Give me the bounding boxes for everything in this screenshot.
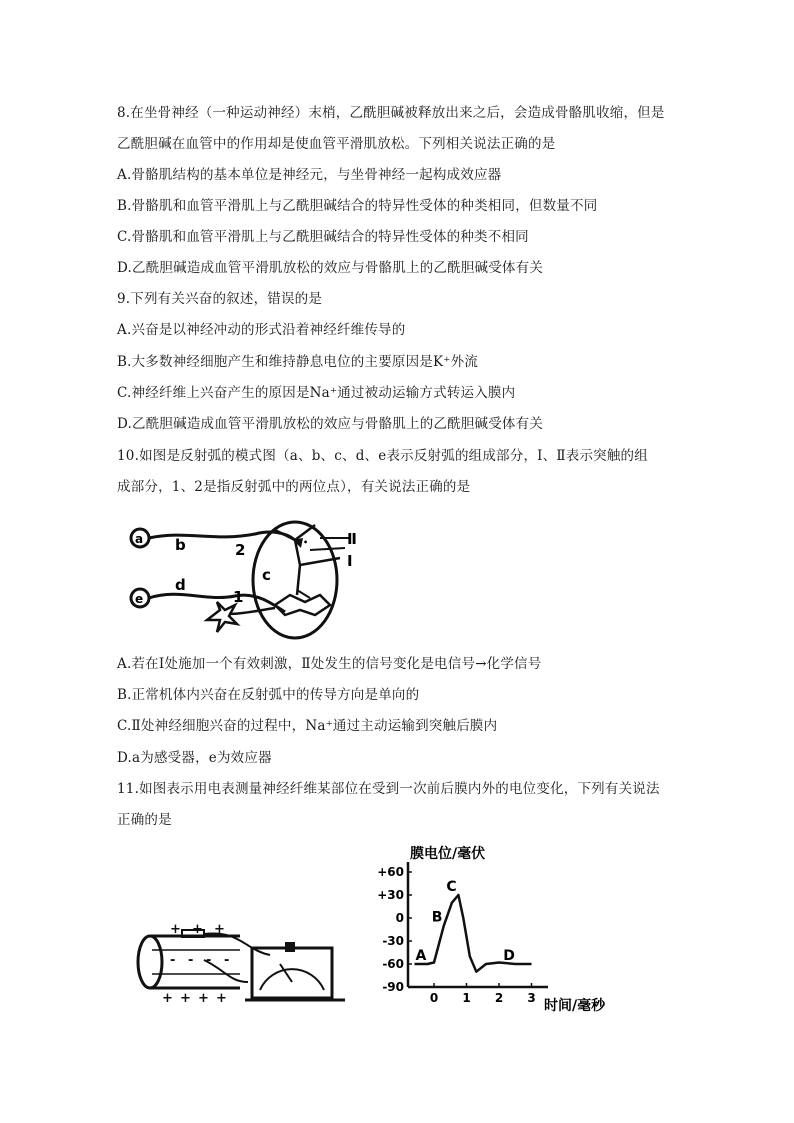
q11-stem-line2: 正确的是 [117, 812, 172, 828]
q9-option-a: A.兴奋是以神经冲动的形式沿着神经纤维传导的 [117, 322, 406, 338]
y-axis-label: 膜电位/毫伏 [410, 846, 486, 862]
svg-text:+: + [216, 991, 227, 1006]
svg-text:-: - [206, 953, 212, 968]
svg-text:+: + [170, 922, 181, 937]
label-d: d [175, 576, 186, 594]
label-point-1: 1 [233, 588, 244, 606]
meter-needle [280, 964, 292, 982]
svg-text:+: + [214, 922, 225, 937]
q10-option-c: C.Ⅱ处神经细胞兴奋的过程中，Na⁺通过主动运输到突触后膜内 [117, 718, 498, 734]
svg-text:+: + [198, 991, 209, 1006]
interneuron [275, 525, 340, 595]
label-point-2: 2 [235, 541, 246, 559]
q8-option-d: D.乙酰胆碱造成血管平滑肌放松的效应与骨骼肌上的乙酰胆碱受体有关 [117, 260, 544, 276]
label-roman-2: Ⅱ [347, 530, 357, 548]
q9-option-b: B.大多数神经细胞产生和维持静息电位的主要原因是K⁺外流 [117, 354, 479, 370]
membrane-potential-chart [368, 842, 628, 1017]
meter-box [252, 948, 332, 998]
svg-text:+: + [162, 991, 173, 1006]
x-tick-label: 3 [527, 991, 536, 1005]
svg-text:-: - [170, 953, 176, 968]
y-tick-label: +30 [377, 888, 404, 902]
meter-dial [260, 969, 324, 990]
afferent-nerve-b [149, 532, 295, 540]
sensory-neuron-star [207, 602, 237, 632]
y-tick-label: -30 [382, 934, 404, 948]
q10-option-b: B.正常机体内兴奋在反射弧中的传导方向是单向的 [117, 687, 420, 703]
label-roman-1: Ⅰ [347, 552, 353, 570]
label-c: c [262, 566, 271, 584]
q11-stem-line1: 11.如图表示用电表测量神经纤维某部位在受到一次前后膜内外的电位变化，下列有关说法 [117, 781, 660, 797]
y-tick-label: -60 [382, 957, 404, 971]
x-tick-label: 1 [462, 991, 471, 1005]
x-tick-label: 0 [429, 991, 439, 1005]
svg-text:+: + [180, 991, 191, 1006]
voltmeter-figure [130, 920, 350, 1010]
q9-option-d: D.乙酰胆碱造成血管平滑肌放松的效应与骨骼肌上的乙酰胆碱受体有关 [117, 416, 544, 432]
q8-option-c: C.骨骼肌和血管平滑肌上与乙酰胆碱结合的特异性受体的种类不相同 [117, 229, 529, 245]
y-tick-label: 0 [395, 911, 404, 925]
point-label-d: D [503, 948, 515, 964]
q9-option-c: C.神经纤维上兴奋产生的原因是Na⁺通过被动运输方式转运入膜内 [117, 385, 516, 401]
x-tick-label: 2 [494, 991, 504, 1005]
meter-knob [285, 942, 295, 952]
q10-stem-line2: 成部分，1、2是指反射弧中的两位点），有关说法正确的是 [117, 479, 471, 495]
motor-dendrite [297, 590, 310, 598]
q9-stem: 9.下列有关兴奋的叙述，错误的是 [117, 291, 323, 307]
label-b: b [175, 536, 186, 554]
synapse-pointers [310, 538, 350, 550]
fiber-end [138, 936, 162, 988]
q8-option-b: B.骨骼肌和血管平滑肌上与乙酰胆碱结合的特异性受体的种类相同，但数量不同 [117, 198, 598, 214]
point-label-b: B [431, 909, 443, 926]
q8-stem-line1: 8.在坐骨神经（一种运动神经）末梢，乙酰胆碱被释放出来之后，会造成骨骼肌收缩，但是 [117, 105, 665, 121]
point-label-c: C [446, 879, 457, 895]
svg-text:-: - [188, 953, 194, 968]
q10-option-d: D.a为感受器，e为效应器 [117, 750, 272, 766]
q10-stem-line1: 10.如图是反射弧的模式图（a、b、c、d、e表示反射弧的组成部分，Ⅰ、Ⅱ表示突触的组 [117, 448, 648, 464]
sensory-axon [229, 608, 275, 614]
q10-option-a: A.若在Ⅰ处施加一个有效刺激，Ⅱ处发生的信号变化是电信号→化学信号 [117, 656, 542, 672]
soma-dot: • [303, 538, 309, 547]
reflex-arc-figure [125, 510, 375, 640]
label-e: e [135, 592, 144, 606]
svg-text:-: - [224, 953, 230, 968]
q8-stem-line2: 乙酰胆碱在血管中的作用却是使血管平滑肌放松。下列相关说法正确的是 [117, 136, 556, 152]
svg-text:+: + [192, 922, 203, 937]
y-tick-label: +60 [377, 865, 404, 879]
y-tick-label: -90 [382, 980, 404, 994]
x-axis-label: 时间/毫秒 [544, 998, 606, 1014]
point-label-a: A [415, 948, 427, 964]
label-a: a [135, 532, 144, 546]
q8-option-a: A.骨骼肌结构的基本单位是神经元，与坐骨神经一起构成效应器 [117, 167, 502, 183]
